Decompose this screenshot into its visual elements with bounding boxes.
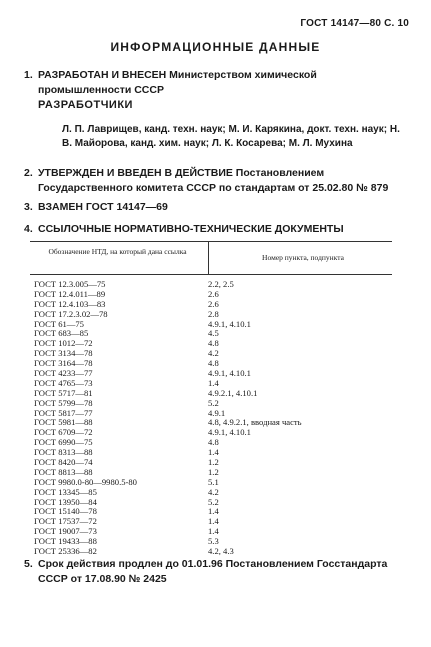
document-designation: ГОСТ 5981—88 [34, 417, 93, 428]
document-designation: ГОСТ 12.4.011—89 [34, 288, 106, 299]
column-header-clause: Номер пункта, подпункта [262, 253, 344, 262]
document-designation: ГОСТ 8420—74 [34, 457, 93, 468]
document-designation: ГОСТ 6990—75 [34, 437, 93, 448]
document-designation: ГОСТ 19433—88 [34, 536, 97, 547]
clause-number: 2.8 [208, 308, 219, 319]
document-designation: ГОСТ 5717—81 [34, 387, 93, 398]
section-text: ССЫЛОЧНЫЕ НОРМАТИВНО-ТЕХНИЧЕСКИЕ ДОКУМЕНТЫ [38, 223, 344, 235]
clause-number: 5.1 [208, 476, 219, 487]
section-text: ВЗАМЕН ГОСТ 14147—69 [38, 201, 168, 213]
section-text: УТВЕРЖДЕН И ВВЕДЕН В ДЕЙСТВИЕ Постановлением Государственного комитета СССР по стандартам от 25.02.80 № 879 [38, 167, 389, 194]
clause-number: 4.2, 4.3 [208, 546, 234, 557]
clause-number: 1.4 [208, 526, 219, 537]
section-5 [24, 557, 410, 587]
document-designation: ГОСТ 1012—72 [34, 338, 93, 349]
section-number: 2. [24, 167, 33, 179]
clause-number: 1.2 [208, 466, 219, 477]
document-designation: ГОСТ 3164—78 [34, 358, 93, 369]
section-4 [24, 222, 406, 237]
clause-number: 2.6 [208, 288, 219, 299]
document-designation: ГОСТ 13345—85 [34, 486, 97, 497]
section-number: 5. [24, 558, 33, 570]
developers-list: Л. П. Лаврищев, канд. техн. наук; М. И. Карякина, докт. техн. наук; Н. В. Майорова, канд. хим. наук; Л. К. Косарева; М. Л. Мухина [62, 124, 400, 149]
table-body [30, 280, 392, 557]
document-designation: ГОСТ 3134—78 [34, 348, 93, 359]
document-designation: ГОСТ 61—75 [34, 318, 84, 329]
clause-number: 4.8 [208, 358, 219, 369]
clause-number: 5.2 [208, 397, 219, 408]
table-row [30, 547, 392, 557]
clause-number: 4.8 [208, 338, 219, 349]
document-designation: ГОСТ 8313—88 [34, 447, 93, 458]
clause-number: 4.5 [208, 328, 219, 339]
clause-number: 1.4 [208, 506, 219, 517]
section-number: 1. [24, 69, 33, 81]
clause-number: 2.6 [208, 298, 219, 309]
references-table [30, 241, 392, 557]
developers-title: РАЗРАБОТЧИКИ [38, 99, 133, 111]
clause-number: 1.2 [208, 457, 219, 468]
document-designation: ГОСТ 683—85 [34, 328, 89, 339]
clause-number: 5.3 [208, 536, 219, 547]
document-title: ИНФОРМАЦИОННЫЕ ДАННЫЕ [110, 40, 321, 54]
document-designation: ГОСТ 6709—72 [34, 427, 93, 438]
page-header: ГОСТ 14147—80 С. 10 [300, 18, 409, 29]
clause-number: 4.8, 4.9.2.1, вводная часть [208, 417, 302, 428]
section-number: 3. [24, 201, 33, 213]
document-designation: ГОСТ 17537—72 [34, 516, 97, 527]
document-designation: ГОСТ 5799—78 [34, 397, 93, 408]
clause-number: 4.2 [208, 486, 219, 497]
clause-number: 1.4 [208, 447, 219, 458]
section-3 [24, 200, 406, 215]
section-text: Срок действия продлен до 01.01.96 Постановлением Госстандарта СССР от 17.08.90 № 2425 [38, 558, 388, 585]
clause-number: 4.9.1, 4.10.1 [208, 368, 251, 379]
document-designation: ГОСТ 25336—82 [34, 546, 97, 557]
clause-number: 1.4 [208, 516, 219, 527]
document-designation: ГОСТ 15140—78 [34, 506, 97, 517]
section-number: 4. [24, 223, 33, 235]
clause-number: 4.9.1 [208, 407, 226, 418]
document-designation: ГОСТ 19007—73 [34, 526, 97, 537]
clause-number: 1.4 [208, 377, 219, 388]
clause-number: 4.2 [208, 348, 219, 359]
clause-number: 4.8 [208, 437, 219, 448]
header-divider [208, 242, 209, 274]
document-designation: ГОСТ 9980.0-80—9980.5-80 [34, 476, 137, 487]
table-header [30, 241, 392, 275]
clause-number: 4.9.1, 4.10.1 [208, 318, 251, 329]
document-designation: ГОСТ 12.3.005—75 [34, 279, 106, 289]
document-designation: ГОСТ 8813—88 [34, 466, 93, 477]
column-header-document: Обозначение НТД, на который дана ссылка [48, 247, 187, 256]
clause-number: 5.2 [208, 496, 219, 507]
document-designation: ГОСТ 17.2.3.02—78 [34, 308, 108, 319]
section-text: РАЗРАБОТАН И ВНЕСЕН Министерством химической промышленности СССР [38, 69, 317, 96]
document-designation: ГОСТ 4233—77 [34, 368, 93, 379]
document-designation: ГОСТ 4765—73 [34, 377, 93, 388]
section-2 [24, 166, 406, 196]
clause-number: 4.9.2.1, 4.10.1 [208, 387, 258, 398]
document-designation: ГОСТ 5817—77 [34, 407, 93, 418]
clause-number: 4.9.1, 4.10.1 [208, 427, 251, 438]
clause-number: 2.2, 2.5 [208, 279, 234, 289]
section-1 [24, 68, 406, 98]
document-designation: ГОСТ 12.4.103—83 [34, 298, 106, 309]
document-designation: ГОСТ 13950—84 [34, 496, 97, 507]
